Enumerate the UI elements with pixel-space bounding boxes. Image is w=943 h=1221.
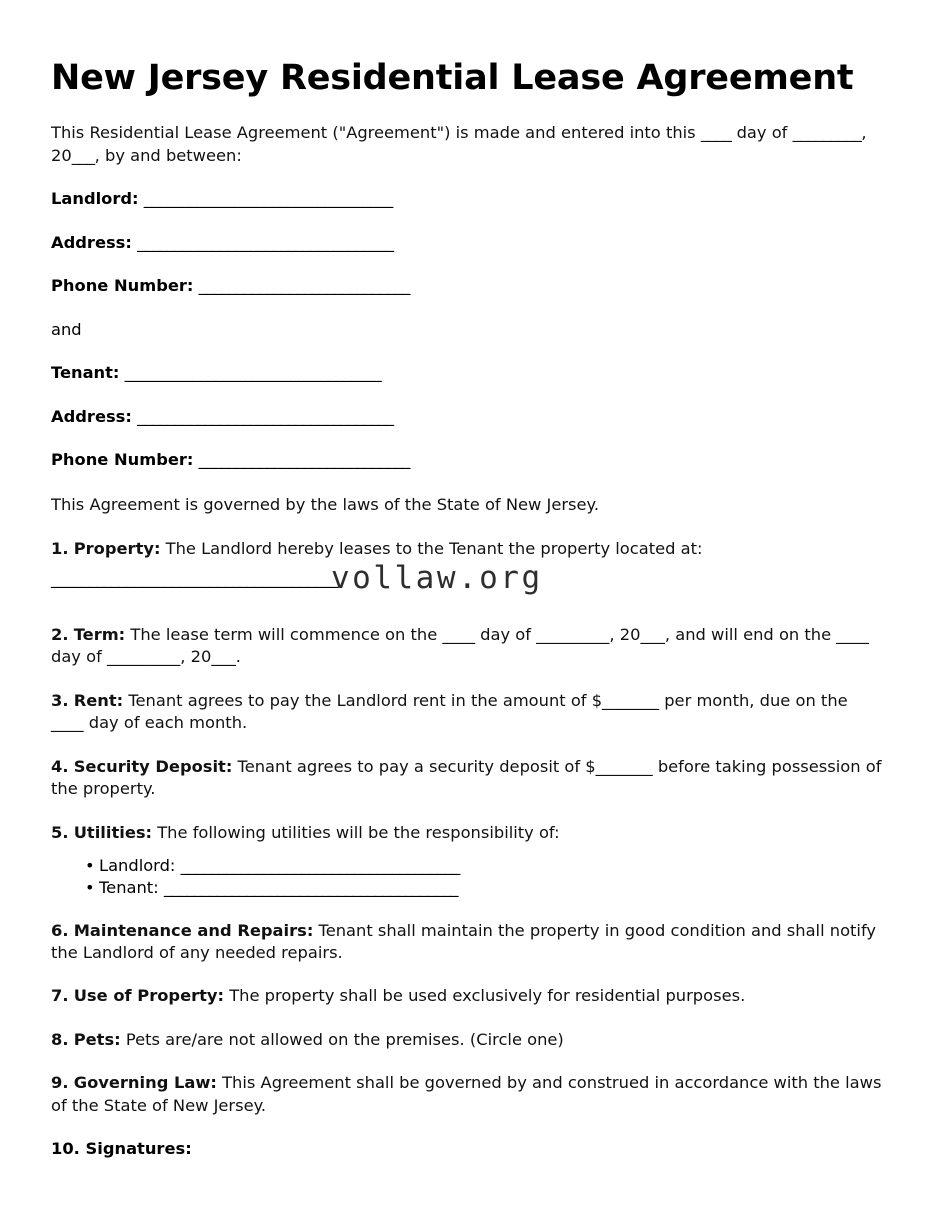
section-body: Tenant agrees to pay a security deposit of $_______ before taking possession of the property. xyxy=(51,756,882,799)
section-heading: Pets: xyxy=(73,1029,121,1049)
section-heading: Utilities: xyxy=(73,822,153,842)
section-5-utilities xyxy=(51,822,885,844)
intro-paragraph xyxy=(51,122,885,167)
intro-month-blank: _________ xyxy=(792,123,862,143)
section-6-maintenance-and-repairs xyxy=(51,920,885,965)
section-number: 1. xyxy=(51,539,69,559)
section-heading: Signatures: xyxy=(85,1139,192,1159)
list-item xyxy=(85,877,885,899)
section-heading: Governing Law: xyxy=(73,1073,217,1093)
utility-label-tenant: Tenant: xyxy=(99,877,159,897)
section-7-use-of-property xyxy=(51,985,885,1007)
section-body: This Agreement shall be governed by and construed in accordance with the laws of the State of New Jersey. xyxy=(51,1073,882,1115)
section-3-rent xyxy=(51,690,885,735)
section-number: 8. xyxy=(51,1029,69,1049)
section-number: 5. xyxy=(51,822,69,842)
property-address-blank-row xyxy=(51,559,885,603)
section-heading: Term: xyxy=(73,624,126,644)
field-tenant-phone xyxy=(51,449,885,471)
utilities-list xyxy=(51,855,885,898)
section-9-governing-law xyxy=(51,1072,885,1117)
field-blank-line[interactable]: ____________________________ xyxy=(198,276,410,296)
section-number: 4. xyxy=(51,756,69,776)
section-number: 2. xyxy=(51,624,69,644)
field-label: Address: xyxy=(51,406,132,426)
section-4-security-deposit xyxy=(51,756,885,801)
field-label: Tenant: xyxy=(51,363,120,383)
utility-blank-line[interactable]: _______________________________________ xyxy=(163,877,458,897)
section-body: The Landlord hereby leases to the Tenant the property located at: xyxy=(160,539,703,559)
section-heading: Maintenance and Repairs: xyxy=(73,920,314,940)
utility-blank-line[interactable]: _____________________________________ xyxy=(180,856,460,876)
conjunction-and: and xyxy=(51,319,82,339)
section-body: The following utilities will be the responsibility of: xyxy=(152,822,560,842)
section-body: The property shall be used exclusively for residential purposes. xyxy=(224,986,746,1006)
field-landlord-phone xyxy=(51,275,885,297)
field-blank-line[interactable]: __________________________________ xyxy=(137,232,394,252)
field-label: Address: xyxy=(51,232,132,252)
intro-text-lead: This Residential Lease Agreement ("Agreement") is made and entered into this xyxy=(51,123,701,143)
field-blank-line[interactable]: __________________________________ xyxy=(124,363,382,383)
section-heading: Property: xyxy=(73,539,161,559)
field-blank-line[interactable]: _________________________________ xyxy=(143,189,393,209)
section-8-pets xyxy=(51,1029,885,1051)
field-tenant-name xyxy=(51,362,885,384)
intro-text-end: , by and between: xyxy=(94,145,242,165)
section-heading: Security Deposit: xyxy=(73,756,233,776)
field-label: Phone Number: xyxy=(51,276,194,296)
field-tenant-address xyxy=(51,406,885,428)
section-heading: Rent: xyxy=(73,690,124,710)
section-number: 6. xyxy=(51,920,69,940)
section-number: 10. xyxy=(51,1139,80,1159)
section-number: 7. xyxy=(51,986,69,1006)
governing-statement: This Agreement is governed by the laws of the State of New Jersey. xyxy=(51,494,600,514)
intro-year-blank: ___ xyxy=(71,145,95,165)
field-label: Phone Number: xyxy=(51,450,194,470)
intro-text-day-of: day of xyxy=(731,123,793,143)
field-landlord-name xyxy=(51,188,885,210)
intro-year-prefix: , 20 xyxy=(51,123,867,165)
section-body: Pets are/are not allowed on the premises. (Circle one) xyxy=(120,1029,564,1049)
utility-label-landlord: Landlord: xyxy=(99,856,176,876)
section-heading: Use of Property: xyxy=(73,986,225,1006)
section-body: Tenant agrees to pay the Landlord rent in the amount of $_______ per month, due on the ____ day of each month. xyxy=(51,690,848,733)
section-number: 9. xyxy=(51,1073,69,1093)
field-blank-line[interactable]: ____________________________ xyxy=(198,450,410,470)
field-label: Landlord: xyxy=(51,189,139,209)
intro-day-blank: ____ xyxy=(700,123,732,143)
section-body: Tenant shall maintain the property in good condition and shall notify the Landlord of any needed repairs. xyxy=(51,920,877,962)
page-title: New Jersey Residential Lease Agreement xyxy=(51,58,854,98)
list-item xyxy=(85,855,885,877)
field-blank-line[interactable]: __________________________________ xyxy=(137,406,394,426)
section-1-property xyxy=(51,538,885,560)
property-blank-line[interactable]: ______________________________________ xyxy=(51,568,338,588)
section-body: The lease term will commence on the ____ day of _________, 20___, and will end on the ____ day of _________, 20___. xyxy=(51,624,869,667)
section-10-signatures xyxy=(51,1139,885,1158)
watermark-vollaw: vollaw.org xyxy=(331,559,543,596)
field-landlord-address xyxy=(51,232,885,254)
section-number: 3. xyxy=(51,690,69,710)
section-2-term xyxy=(51,624,885,669)
